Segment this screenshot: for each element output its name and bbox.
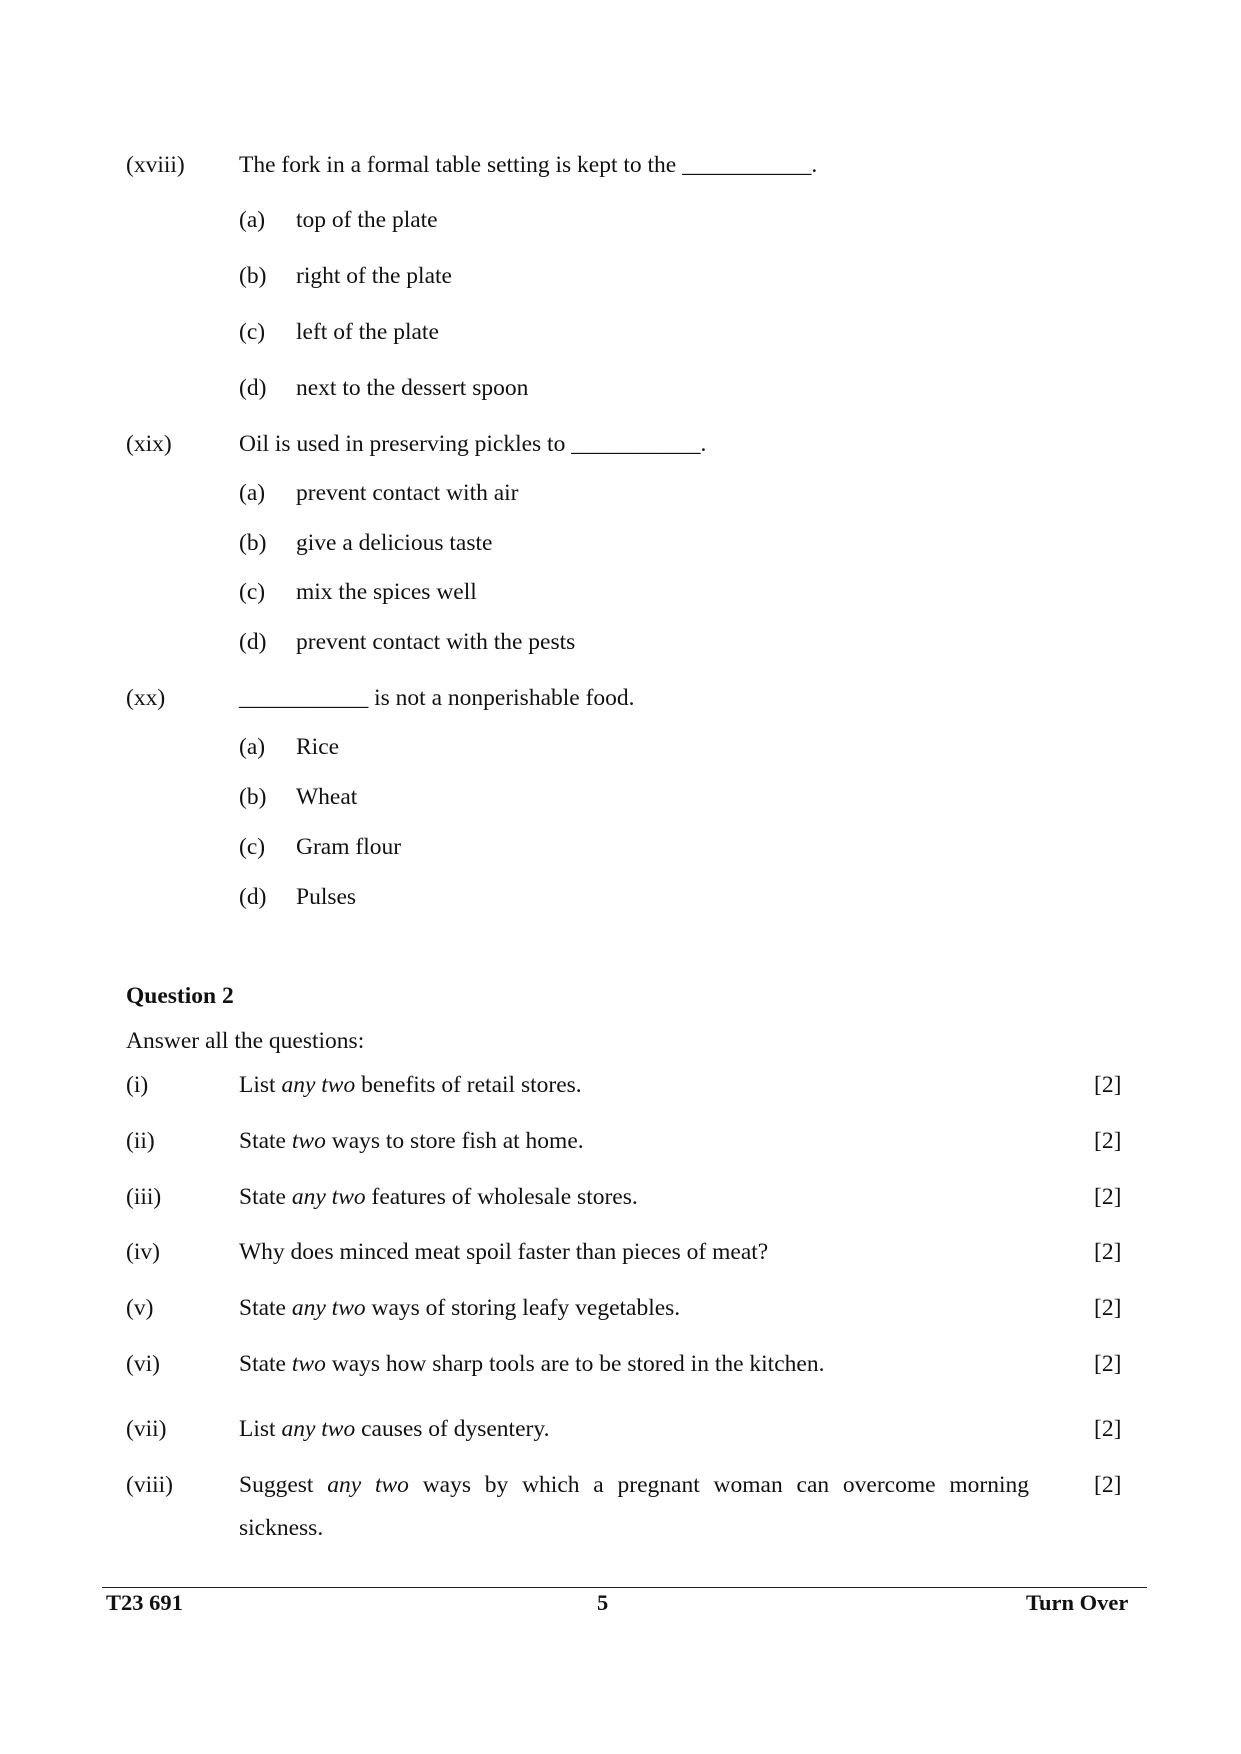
option-label: (d) [239,375,267,401]
option-label: (c) [239,319,266,345]
question-number: (xviii) [126,152,185,178]
question-text: Oil is used in preserving pickles to ___________. [239,431,707,457]
option-text: prevent contact with air [296,480,519,506]
option-label: (d) [239,629,267,655]
marks: [2] [1094,1351,1122,1377]
section-heading: Question 2 [126,983,234,1009]
option-text: Wheat [296,784,358,810]
question-text-continued: sickness. [239,1515,324,1541]
option-label: (c) [239,579,266,605]
question-number: (vi) [126,1351,160,1377]
option-label: (c) [239,834,266,860]
marks: [2] [1094,1295,1122,1321]
option-text: right of the plate [296,263,452,289]
question-text: Suggest any two ways by which a pregnant woman can overcome morning [239,1472,1029,1498]
option-label: (d) [239,884,267,910]
question-number: (ii) [126,1128,155,1154]
question-number: (xx) [126,685,166,711]
question-text: List any two causes of dysentery. [239,1416,550,1442]
option-text: give a delicious taste [296,530,493,556]
section-instruction: Answer all the questions: [126,1028,365,1054]
question-number: (vii) [126,1416,167,1442]
option-text: left of the plate [296,319,439,345]
option-label: (a) [239,480,266,506]
question-text: ___________ is not a nonperishable food. [239,685,635,711]
marks: [2] [1094,1239,1122,1265]
question-text: State two ways how sharp tools are to be stored in the kitchen. [239,1351,825,1377]
option-text: prevent contact with the pests [296,629,576,655]
option-text: Pulses [296,884,357,910]
turn-over-label: Turn Over [1026,1590,1129,1615]
footer-rule [102,1587,1147,1588]
option-text: Gram flour [296,834,402,860]
option-label: (a) [239,207,266,233]
question-number: (viii) [126,1472,173,1498]
question-text: Why does minced meat spoil faster than pieces of meat? [239,1239,769,1265]
marks: [2] [1094,1472,1122,1498]
option-label: (b) [239,784,267,810]
option-text: top of the plate [296,207,438,233]
question-text: State two ways to store fish at home. [239,1128,584,1154]
option-text: mix the spices well [296,579,477,605]
question-text: State any two ways of storing leafy vegetables. [239,1295,681,1321]
option-label: (a) [239,734,266,760]
marks: [2] [1094,1128,1122,1154]
paper-code: T23 691 [106,1590,183,1615]
question-number: (xix) [126,431,172,457]
page-number: 5 [597,1590,609,1615]
marks: [2] [1094,1416,1122,1442]
question-number: (iv) [126,1239,160,1265]
marks: [2] [1094,1072,1122,1098]
option-text: next to the dessert spoon [296,375,529,401]
question-number: (v) [126,1295,154,1321]
question-number: (iii) [126,1184,162,1210]
option-text: Rice [296,734,340,760]
option-label: (b) [239,530,267,556]
option-label: (b) [239,263,267,289]
question-number: (i) [126,1072,149,1098]
question-text: The fork in a formal table setting is kept to the ___________. [239,152,818,178]
marks: [2] [1094,1184,1122,1210]
question-text: List any two benefits of retail stores. [239,1072,582,1098]
question-text: State any two features of wholesale stores. [239,1184,638,1210]
